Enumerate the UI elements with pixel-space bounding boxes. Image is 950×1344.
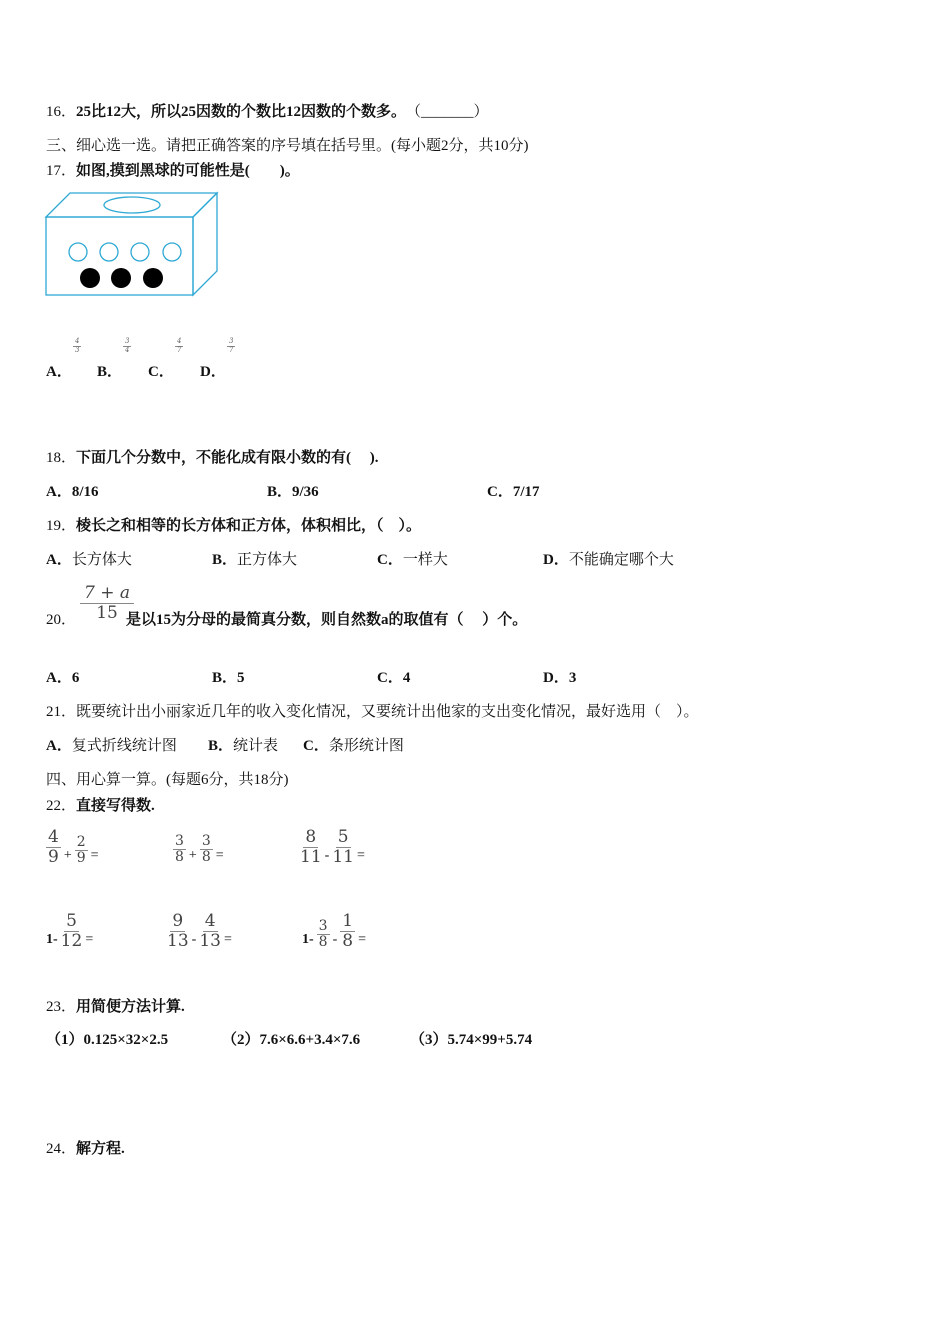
question-20-num: 20． [46, 612, 77, 628]
text: 条形统计图 [328, 738, 404, 754]
q-num: 16． [46, 104, 77, 120]
q19-option-a[interactable] [46, 550, 132, 570]
text [167, 912, 189, 950]
text: C． [487, 484, 513, 500]
q-text: 棱长之和相等的长方体和正方体，体积相比，（ ）。 [76, 518, 422, 534]
q17-option-d[interactable] [200, 362, 226, 382]
text: D． [543, 670, 569, 686]
text [193, 193, 217, 295]
numerator: 5 [337, 827, 349, 847]
text: 不能确定哪个大 [568, 552, 674, 568]
q21-option-a[interactable] [46, 736, 177, 756]
q17-option-c[interactable] [148, 362, 174, 382]
denominator: 8 [318, 933, 328, 950]
q23-item-1: （1）0.125×32×2.5 [46, 1032, 169, 1048]
question-21 [46, 702, 699, 722]
operator: - [332, 932, 338, 948]
fraction [227, 338, 235, 354]
question-19 [46, 516, 421, 536]
text: 6 [71, 670, 80, 686]
q17-option-b[interactable] [97, 362, 122, 382]
numerator: 9 [172, 911, 184, 931]
operator: 1- [46, 932, 58, 948]
numerator: 3 [201, 833, 211, 849]
operator: + [63, 848, 72, 864]
denominator: 8 [342, 930, 354, 951]
text [340, 912, 355, 950]
text: B． [212, 552, 238, 568]
operator: = [215, 847, 224, 863]
text [200, 834, 213, 866]
denominator: 15 [96, 602, 118, 623]
text: B． [267, 484, 293, 500]
q23-item-2: （2）7.6×6.6+3.4×7.6 [222, 1032, 361, 1048]
text: A． [46, 484, 72, 500]
text: 复式折线统计图 [71, 738, 177, 754]
text: 3 [568, 670, 577, 686]
text: 统计表 [233, 738, 279, 754]
text [61, 912, 83, 950]
q20-option-b[interactable] [212, 668, 245, 688]
text [104, 197, 160, 213]
q20-option-c[interactable] [377, 668, 410, 688]
denominator: 11 [332, 846, 354, 867]
text: 解方程. [76, 1141, 125, 1157]
operator: = [90, 848, 99, 864]
operator: = [358, 932, 366, 948]
numerator: 4 [48, 827, 59, 847]
text: A． [46, 552, 72, 568]
expression-2 [173, 834, 224, 866]
text: 9/36 [292, 484, 319, 500]
operator: + [188, 847, 197, 863]
text: D． [543, 552, 569, 568]
fraction [73, 338, 81, 354]
section-4-heading: 四、用心算一算。(每题6分，共18分) [46, 772, 289, 788]
expression-4 [46, 912, 93, 950]
fraction [175, 338, 183, 354]
numerator: 1 [342, 911, 354, 931]
text: 8/16 [71, 484, 99, 500]
text [46, 828, 61, 866]
text: B． [212, 670, 238, 686]
q17-option-a[interactable] [46, 362, 72, 382]
question-18 [46, 448, 379, 468]
q-num: 21． [46, 704, 77, 720]
text: 正方体大 [237, 552, 298, 568]
q20-option-d[interactable] [543, 668, 576, 688]
text: 4 [402, 670, 411, 686]
answer-blank: （_______） [413, 104, 489, 120]
text [100, 243, 118, 261]
denominator: 3 [75, 345, 80, 354]
question-16 [46, 102, 489, 122]
denominator: 8 [201, 849, 211, 866]
text [46, 193, 217, 295]
denominator: 7 [177, 345, 182, 354]
denominator: 12 [60, 930, 83, 951]
text: C． [377, 552, 403, 568]
operator: = [356, 848, 365, 864]
operator: = [223, 932, 232, 948]
text [131, 243, 149, 261]
numerator: 4 [204, 911, 216, 931]
operator: = [85, 932, 94, 948]
question-20-text: 是以15为分母的最简真分数，则自然数a的取值有（ ）个。 [126, 612, 528, 628]
question-22 [46, 796, 155, 816]
question-24 [46, 1139, 125, 1159]
section-3-heading: 三、细心选一选。请把正确答案的序号填在括号里。(每小题2分，共10分) [46, 138, 529, 154]
numerator: 3 [175, 833, 184, 849]
q21-option-c[interactable] [303, 736, 404, 756]
numerator: 2 [76, 833, 86, 850]
q-text: 25比12大，所以25因数的个数比12因数的个数多。 [76, 104, 399, 120]
text [80, 268, 100, 288]
option-label: B． [97, 364, 123, 380]
denominator: 9 [76, 849, 86, 866]
text: 5 [237, 670, 245, 686]
option-label: A． [46, 364, 72, 380]
text: 22． [46, 798, 77, 814]
expression-1 [46, 828, 99, 866]
text: A． [46, 670, 72, 686]
text: 用简便方法计算. [76, 999, 185, 1015]
text [163, 243, 181, 261]
text: 长方体大 [71, 552, 132, 568]
q-text: 既要统计出小丽家近几年的收入变化情况，又要统计出他家的支出变化情况，最好选用（ ）。 [76, 704, 699, 720]
expression-3 [300, 828, 365, 866]
text: A． [46, 738, 72, 754]
option-label: C． [148, 364, 174, 380]
option-label: D． [200, 364, 226, 380]
text: 一样大 [402, 552, 448, 568]
q-text: 如图,摸到黑球的可能性是( )。 [76, 163, 300, 179]
numerator: 4 [75, 337, 80, 345]
text: C． [303, 738, 329, 754]
numerator: 3 [125, 337, 130, 345]
denominator: 8 [175, 849, 184, 866]
denominator: 7 [229, 345, 234, 354]
q18-option-b[interactable] [267, 482, 319, 502]
numerator: 4 [177, 337, 182, 345]
denominator: 13 [199, 930, 221, 951]
text [317, 919, 330, 951]
text [80, 268, 163, 288]
operator: 1- [302, 932, 314, 948]
question-23 [46, 997, 185, 1017]
text: 直接写得数. [76, 798, 155, 814]
numerator: 8 [305, 827, 317, 847]
q18-option-a[interactable] [46, 482, 99, 502]
q19-option-b[interactable] [212, 550, 297, 570]
text: 23． [46, 999, 77, 1015]
q-num: 18． [46, 450, 77, 466]
denominator: 11 [300, 846, 322, 867]
text [300, 828, 322, 866]
text [111, 268, 131, 288]
expression-6 [302, 912, 366, 950]
text: C． [377, 670, 403, 686]
operator: - [191, 932, 197, 948]
fraction [123, 338, 131, 354]
denominator: 13 [167, 930, 189, 951]
numerator: 5 [66, 911, 77, 931]
numerator: 3 [318, 917, 328, 934]
text [332, 828, 354, 866]
expression-5 [167, 912, 232, 950]
text [199, 912, 221, 950]
q20-option-a[interactable] [46, 668, 79, 688]
denominator: 9 [48, 846, 59, 867]
q18-option-c[interactable] [487, 482, 540, 502]
text [173, 834, 186, 866]
q-num: 19． [46, 518, 77, 534]
q-num: 17． [46, 163, 77, 179]
numerator: 3 [229, 337, 234, 345]
text [143, 268, 163, 288]
question-17 [46, 161, 300, 181]
operator: - [324, 848, 330, 864]
q21-option-b[interactable] [208, 736, 278, 756]
q19-option-d[interactable] [543, 550, 674, 570]
text [75, 835, 88, 867]
ball-box-figure [44, 190, 220, 300]
text: 7/17 [512, 484, 540, 500]
numerator: 7 + a [80, 584, 134, 604]
text: B． [208, 738, 234, 754]
denominator: 4 [125, 345, 130, 354]
q19-option-c[interactable] [377, 550, 448, 570]
q-text: 下面几个分数中，不能化成有限小数的有( ). [76, 450, 379, 466]
text [69, 243, 87, 261]
q23-item-3: （3）5.74×99+5.74 [410, 1032, 533, 1048]
text: 24． [46, 1141, 77, 1157]
